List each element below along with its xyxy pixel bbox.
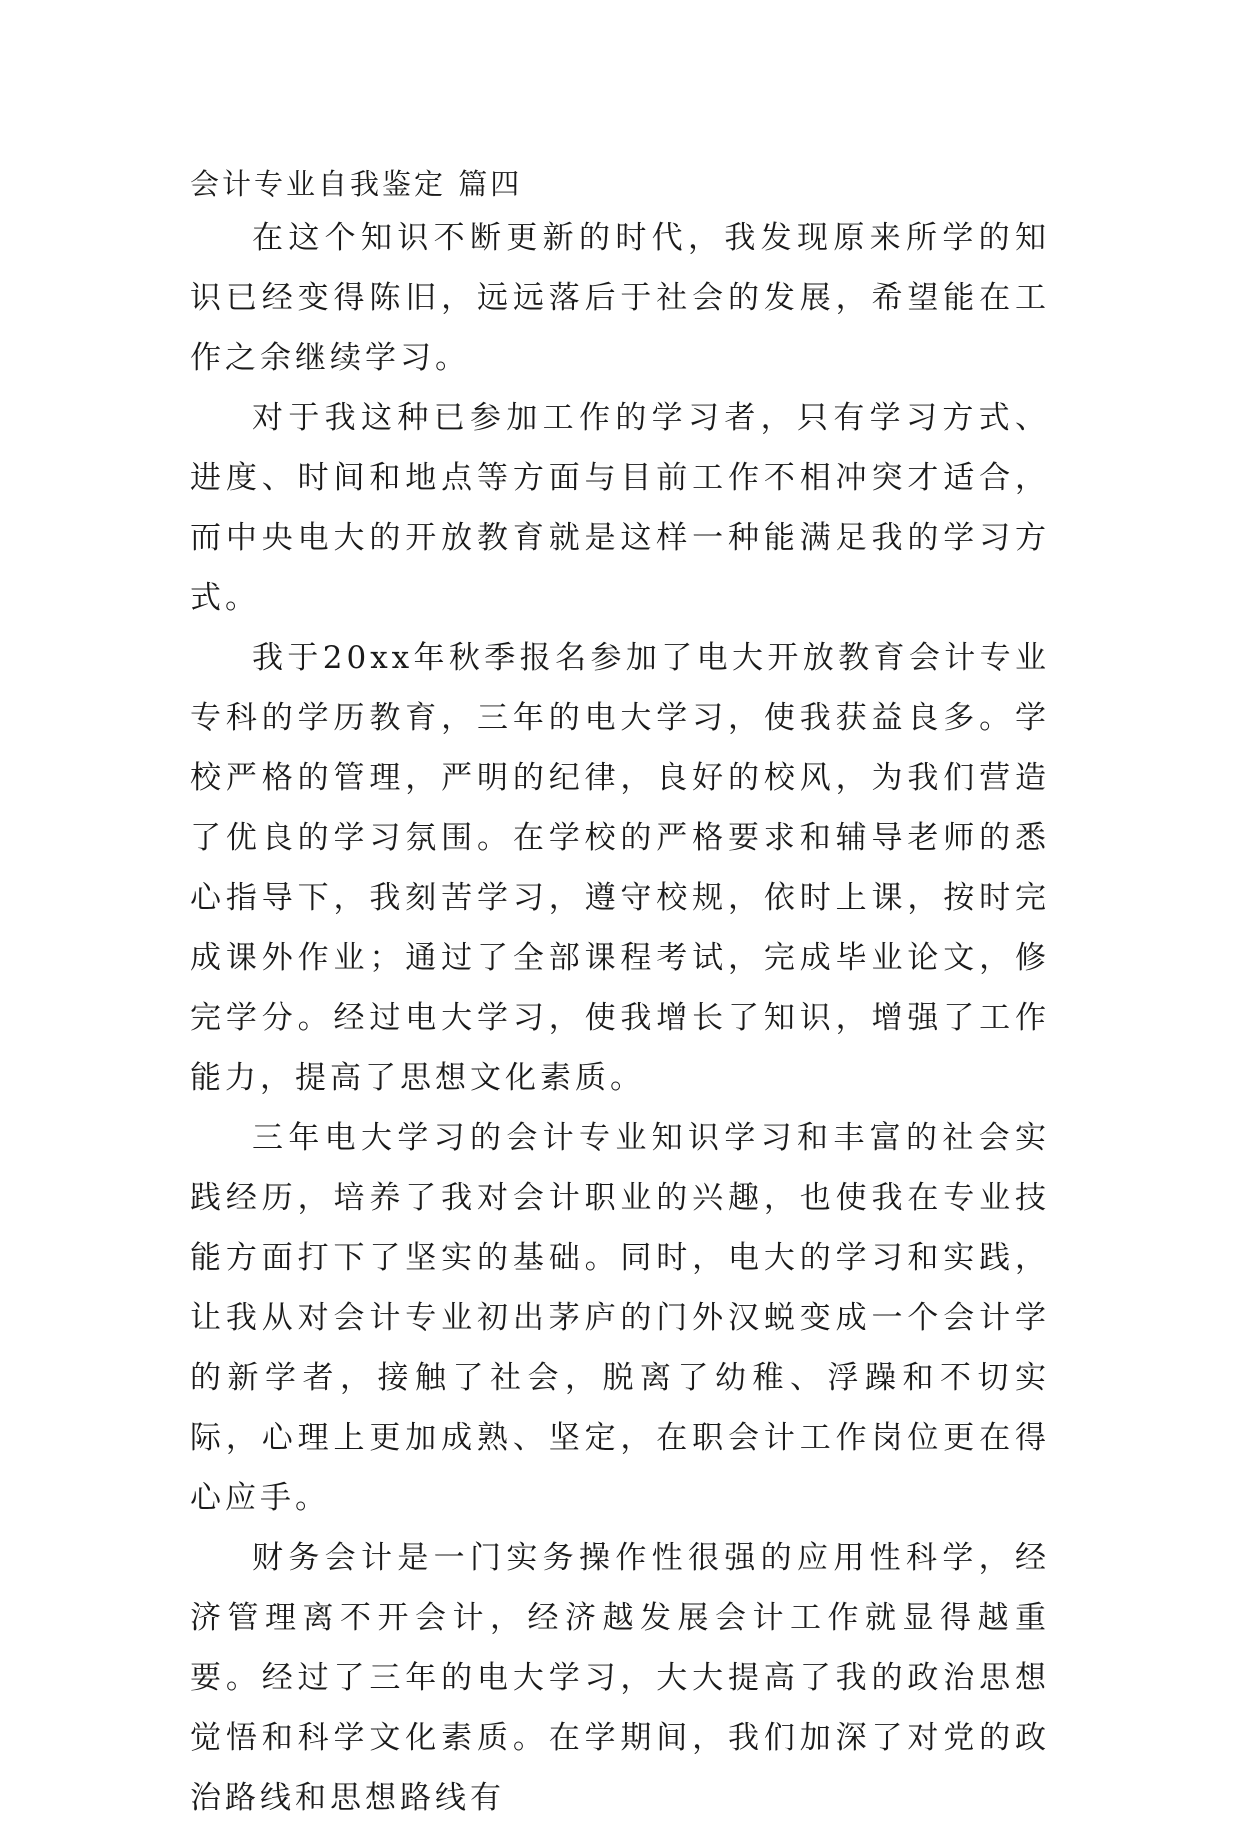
paragraph-2: 对于我这种已参加工作的学习者，只有学习方式、进度、时间和地点等方面与目前工作不相冲突才适合，而中央电大的开放教育就是这样一种能满足我的学习方式。 [190, 400, 1050, 616]
paragraph-4: 三年电大学习的会计专业知识学习和丰富的社会实践经历，培养了我对会计职业的兴趣，也使我在专业技能方面打下了坚实的基础。同时，电大的学习和实践，让我从对会计专业初出茅庐的门外汉蜕变成一个会计学的新学者，接触了社会，脱离了幼稚、浮躁和不切实际，心理上更加成熟、坚定，在职会计工作岗位更在得心应手。 [190, 1120, 1050, 1516]
paragraph-5: 财务会计是一门实务操作性很强的应用性科学，经济管理离不开会计，经济越发展会计工作就显得越重要。经过了三年的电大学习，大大提高了我的政治思想觉悟和科学文化素质。在学期间，我们加深了对党的政治路线和思想路线有 [190, 1540, 1050, 1816]
document-title: 会计专业自我鉴定 篇四 [190, 167, 523, 201]
document-body [190, 160, 1050, 1828]
paragraph-3: 我于20xx年秋季报名参加了电大开放教育会计专业专科的学历教育，三年的电大学习，使我获益良多。学校严格的管理，严明的纪律，良好的校风，为我们营造了优良的学习氛围。在学校的严格要求和辅导老师的悉心指导下，我刻苦学习，遵守校规，依时上课，按时完成课外作业；通过了全部课程考试，完成毕业论文，修完学分。经过电大学习，使我增长了知识，增强了工作能力，提高了思想文化素质。 [190, 640, 1050, 1096]
paragraph-1: 在这个知识不断更新的时代，我发现原来所学的知识已经变得陈旧，远远落后于社会的发展，希望能在工作之余继续学习。 [190, 220, 1050, 376]
